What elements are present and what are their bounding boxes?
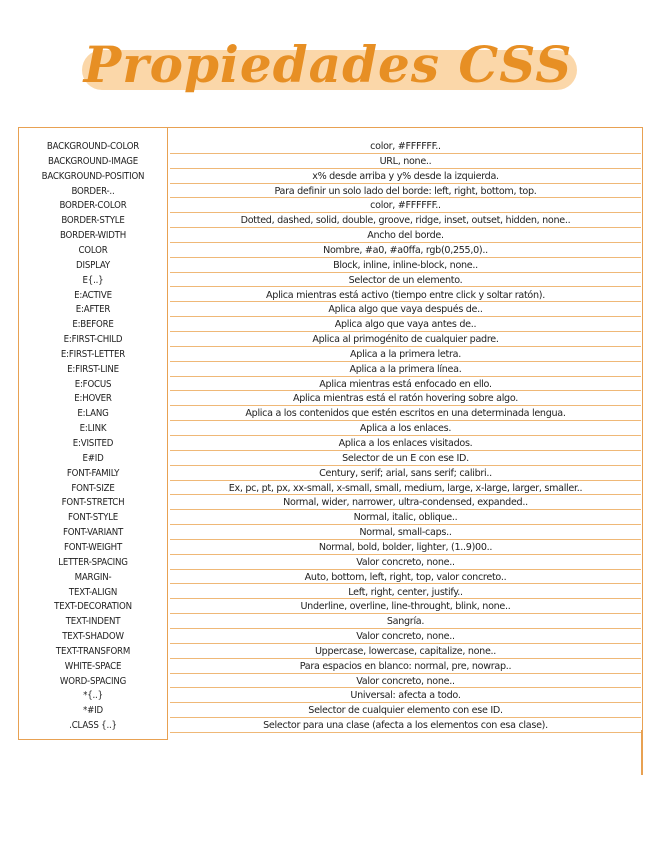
property-values: Selector de un elemento. xyxy=(170,273,641,288)
property-name: BORDER-WIDTH xyxy=(59,230,127,242)
table-row xyxy=(18,421,643,436)
table-row xyxy=(18,391,643,406)
property-name: DISPLAY xyxy=(76,259,110,271)
property-name: BORDER-COLOR xyxy=(59,200,127,212)
property-values: color, #FFFFFF.. xyxy=(170,198,641,213)
property-name: E:BEFORE xyxy=(72,319,114,331)
property-values: Normal, bold, bolder, lighter, (1..9)00.. xyxy=(170,540,641,555)
table-row xyxy=(18,451,643,466)
table-row xyxy=(18,644,643,659)
table-row xyxy=(18,570,643,585)
table-row xyxy=(18,243,643,258)
table-row xyxy=(18,362,643,377)
property-values: Auto, bottom, left, right, top, valor concreto.. xyxy=(170,570,641,585)
property-name: TEXT-SHADOW xyxy=(62,631,124,643)
property-name: FONT-STYLE xyxy=(68,512,118,524)
property-values: Selector para una clase (afecta a los elementos con esa clase). xyxy=(170,718,641,733)
property-name: FONT-FAMILY xyxy=(66,467,120,479)
property-values: Dotted, dashed, solid, double, groove, ridge, inset, outset, hidden, none.. xyxy=(170,213,641,228)
property-name: E:FIRST-CHILD xyxy=(63,334,123,346)
table-row xyxy=(18,510,643,525)
property-values: color, #FFFFFF.. xyxy=(170,139,641,154)
table-row xyxy=(18,614,643,629)
table-row xyxy=(18,273,643,288)
property-name: WHITE-SPACE xyxy=(64,660,122,672)
table-row xyxy=(18,347,643,362)
property-values: Valor concreto, none.. xyxy=(170,674,641,689)
property-values: Uppercase, lowercase, capitalize, none.. xyxy=(170,644,641,659)
table-row xyxy=(18,184,643,199)
property-values: Aplica algo que vaya antes de.. xyxy=(170,317,641,332)
property-name: TEXT-DECORATION xyxy=(54,601,132,613)
table-row xyxy=(18,436,643,451)
property-values: Aplica al primogénito de cualquier padre. xyxy=(170,332,641,347)
property-values: Block, inline, inline-block, none.. xyxy=(170,258,641,273)
property-name: MARGIN- xyxy=(74,571,112,583)
property-name: BACKGROUND-IMAGE xyxy=(47,155,139,167)
property-values: Aplica a los enlaces. xyxy=(170,421,641,436)
property-values: x% desde arriba y y% desde la izquierda. xyxy=(170,169,641,184)
property-name: .CLASS {..} xyxy=(69,720,117,732)
table-row xyxy=(18,332,643,347)
table-row xyxy=(18,540,643,555)
table-row xyxy=(18,302,643,317)
property-values: Valor concreto, none.. xyxy=(170,629,641,644)
property-name: BACKGROUND-POSITION xyxy=(41,170,145,182)
table-row xyxy=(18,659,643,674)
property-values: Aplica mientras está enfocado en ello. xyxy=(170,377,641,392)
property-name: BACKGROUND-COLOR xyxy=(46,141,140,152)
property-values: URL, none.. xyxy=(170,154,641,169)
property-values: Aplica algo que vaya después de.. xyxy=(170,302,641,317)
property-values: Aplica a la primera línea. xyxy=(170,362,641,377)
property-name: E:AFTER xyxy=(75,304,111,316)
property-values: Underline, overline, line-throught, blink, none.. xyxy=(170,599,641,614)
property-name: E:ACTIVE xyxy=(74,289,112,301)
property-name: E{..} xyxy=(82,274,104,286)
table-row xyxy=(18,377,643,392)
property-name: E:LINK xyxy=(79,423,107,435)
css-properties-table xyxy=(18,127,643,740)
property-name: E#ID xyxy=(82,452,104,464)
property-name: E:LANG xyxy=(77,408,109,420)
edge-line xyxy=(641,730,643,775)
table-row xyxy=(18,703,643,718)
table-row xyxy=(18,481,643,496)
property-name: FONT-WEIGHT xyxy=(63,541,123,553)
property-name: E:FIRST-LINE xyxy=(67,363,119,375)
property-values: Valor concreto, none.. xyxy=(170,555,641,570)
property-name: FONT-STRETCH xyxy=(61,497,125,509)
table-row xyxy=(18,406,643,421)
property-values: Aplica a los contenidos que estén escritos en una determinada lengua. xyxy=(170,406,641,421)
property-values: Selector de cualquier elemento con ese ID. xyxy=(170,703,641,718)
property-name: E:HOVER xyxy=(74,393,112,405)
table-row xyxy=(18,599,643,614)
property-values: Left, right, center, justify.. xyxy=(170,585,641,600)
property-values: Aplica mientras está el ratón hovering sobre algo. xyxy=(170,391,641,406)
table-row xyxy=(18,213,643,228)
table-row xyxy=(18,629,643,644)
property-values: Para definir un solo lado del borde: left, right, bottom, top. xyxy=(170,184,641,199)
property-values: Universal: afecta a todo. xyxy=(170,688,641,703)
property-name: *{..} xyxy=(83,690,103,702)
property-values: Ex, pc, pt, px, xx-small, x-small, small, medium, large, x-large, larger, smaller.. xyxy=(170,481,641,496)
property-values: Century, serif; arial, sans serif; calibri.. xyxy=(170,466,641,481)
property-values: Aplica a los enlaces visitados. xyxy=(170,436,641,451)
property-name: COLOR xyxy=(78,244,108,256)
property-name: BORDER-.. xyxy=(71,185,115,197)
property-values: Normal, small-caps.. xyxy=(170,525,641,540)
property-values: Ancho del borde. xyxy=(170,228,641,243)
table-row xyxy=(18,317,643,332)
title-area xyxy=(0,30,656,105)
property-values: Aplica a la primera letra. xyxy=(170,347,641,362)
property-name: E:VISITED xyxy=(72,438,114,449)
table-row xyxy=(18,555,643,570)
table-row xyxy=(18,198,643,213)
property-values: Para espacios en blanco: normal, pre, nowrap.. xyxy=(170,659,641,674)
property-values: Sangría. xyxy=(170,614,641,629)
table-row xyxy=(18,288,643,303)
property-name: BORDER-STYLE xyxy=(61,215,125,227)
property-values: Aplica mientras está activo (tiempo entre click y soltar ratón). xyxy=(170,288,641,303)
property-values: Normal, italic, oblique.. xyxy=(170,510,641,525)
table-row xyxy=(18,139,643,154)
page-title: Propiedades CSS xyxy=(83,35,573,94)
property-name: TEXT-ALIGN xyxy=(68,586,118,598)
property-name: *#ID xyxy=(83,705,103,717)
property-values: Nombre, #a0, #a0ffa, rgb(0,255,0).. xyxy=(170,243,641,258)
table-row xyxy=(18,495,643,510)
table-row xyxy=(18,525,643,540)
property-name: E:FIRST-LETTER xyxy=(60,348,126,360)
property-name: TEXT-INDENT xyxy=(65,616,121,628)
table-row xyxy=(18,258,643,273)
property-name: LETTER-SPACING xyxy=(58,556,128,568)
property-name: TEXT-TRANSFORM xyxy=(55,645,131,657)
table-row xyxy=(18,169,643,184)
table-row xyxy=(18,688,643,703)
property-values: Normal, wider, narrower, ultra-condensed, expanded.. xyxy=(170,495,641,510)
table-row xyxy=(18,718,643,733)
property-name: FONT-SIZE xyxy=(71,482,115,494)
table-row xyxy=(18,228,643,243)
property-name: E:FOCUS xyxy=(74,378,112,390)
table-row xyxy=(18,674,643,689)
table-row xyxy=(18,154,643,169)
property-name: FONT-VARIANT xyxy=(62,527,124,539)
table-row xyxy=(18,585,643,600)
property-name: WORD-SPACING xyxy=(59,675,127,687)
table-row xyxy=(18,466,643,481)
property-values: Selector de un E con ese ID. xyxy=(170,451,641,466)
